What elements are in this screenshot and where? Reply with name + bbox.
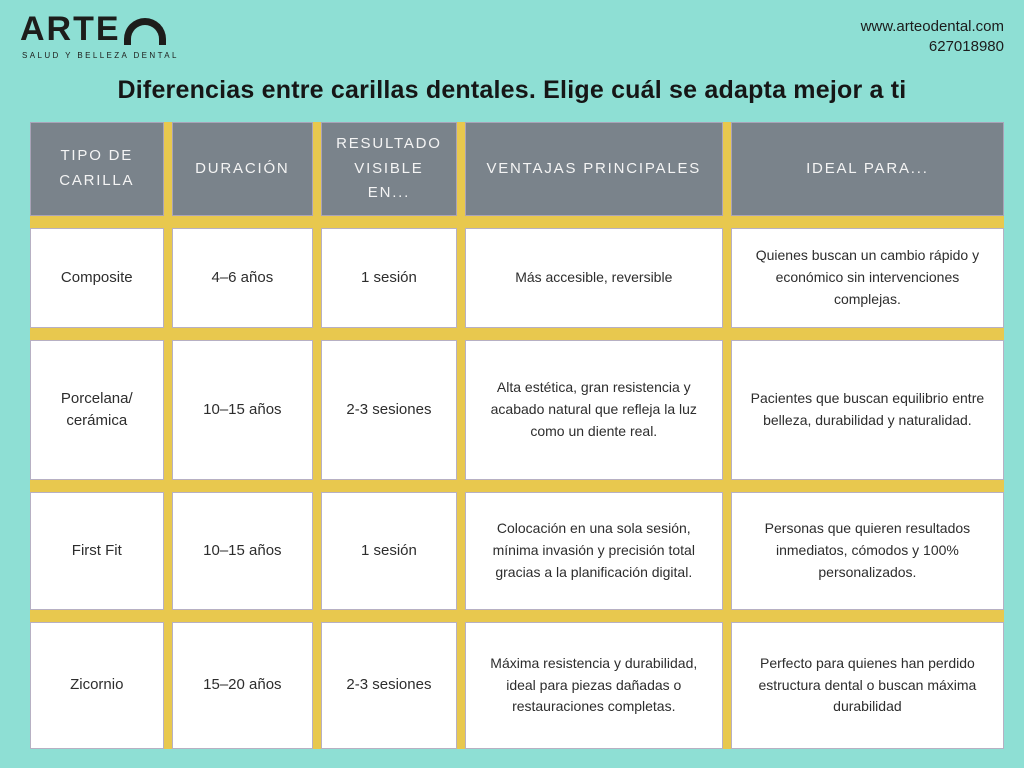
table-cell-porcelana-resultado: 2-3 sesiones [321, 340, 457, 480]
brand-tagline: SALUD Y BELLEZA DENTAL [22, 51, 179, 60]
brand-wordmark: ARTE [20, 10, 121, 48]
column-header-resultado-visible: RESULTADO VISIBLE EN... [321, 122, 457, 216]
phone-number: 627018980 [928, 38, 1004, 56]
website-url: www.arteodental.com [860, 18, 1004, 35]
table-cell-composite-resultado: 1 sesión [321, 228, 457, 328]
table-cell-zicornio-ideal: Perfecto para quienes han perdido estructura dental o buscan máxima durabilidad [731, 622, 1004, 749]
column-header-ventajas-principales: VENTAJAS PRINCIPALES [465, 122, 723, 216]
table-cell-porcelana-duracion: 10–15 años [172, 340, 314, 480]
dental-arch-icon [124, 18, 166, 45]
table-cell-zicornio-duracion: 15–20 años [172, 622, 314, 749]
brand-logo [20, 12, 179, 60]
table-cell-firstfit-ventajas: Colocación en una sola sesión, mínima invasión y precisión total gracias a la planificación digital. [465, 492, 723, 610]
table-cell-zicornio-ventajas: Máxima resistencia y durabilidad, ideal para piezas dañadas o restauraciones completas. [465, 622, 723, 749]
table-cell-composite-ventajas: Más accesible, reversible [465, 228, 723, 328]
table-cell-porcelana-tipo: Porcelana/ cerámica [30, 340, 164, 480]
top-bar [20, 12, 1004, 60]
table-cell-zicornio-resultado: 2-3 sesiones [321, 622, 457, 749]
contact-info [861, 17, 1004, 58]
table-cell-zicornio-tipo: Zicornio [30, 622, 164, 749]
table-cell-composite-tipo: Composite [30, 228, 164, 328]
table-cell-firstfit-resultado: 1 sesión [321, 492, 457, 610]
column-header-duracion: DURACIÓN [172, 122, 314, 216]
column-header-ideal-para: IDEAL PARA... [731, 122, 1004, 216]
table-cell-firstfit-duracion: 10–15 años [172, 492, 314, 610]
page-title: Diferencias entre carillas dentales. Elige cuál se adapta mejor a ti [117, 76, 907, 104]
table-cell-composite-ideal: Quienes buscan un cambio rápido y económico sin intervenciones complejas. [731, 228, 1004, 328]
table-cell-firstfit-ideal: Personas que quieren resultados inmediatos, cómodos y 100% personalizados. [731, 492, 1004, 610]
comparison-table [30, 122, 1004, 749]
table-cell-firstfit-tipo: First Fit [30, 492, 164, 610]
brand-wordmark-row [20, 12, 179, 46]
column-header-tipo-de-carilla: TIPO DE CARILLA [30, 122, 164, 216]
table-cell-porcelana-ideal: Pacientes que buscan equilibrio entre belleza, durabilidad y naturalidad. [731, 340, 1004, 480]
table-cell-composite-duracion: 4–6 años [172, 228, 314, 328]
table-cell-porcelana-ventajas: Alta estética, gran resistencia y acabado natural que refleja la luz como un diente real. [465, 340, 723, 480]
